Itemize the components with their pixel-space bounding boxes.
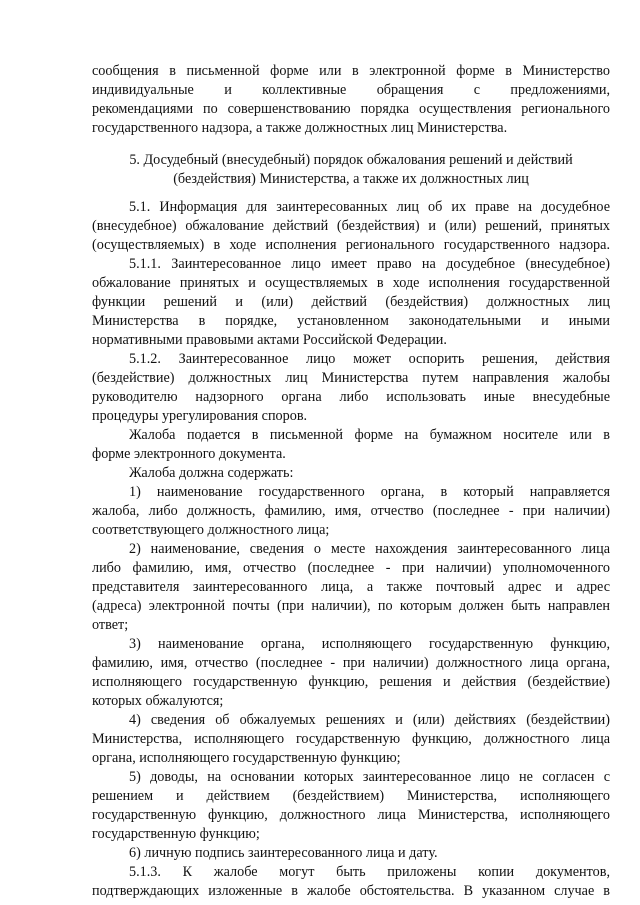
body-line: соответствующего должностного лица; bbox=[92, 522, 330, 538]
body-line: руководителю надзорного органа либо использовать иные внесудебные bbox=[92, 389, 610, 405]
body-line: государственную функцию; bbox=[92, 826, 260, 842]
body-line: процедуры урегулирования споров. bbox=[92, 408, 308, 424]
body-line: Министерства в порядке, установленном законодательными и иными bbox=[92, 313, 610, 329]
body-line: Министерства, исполняющего государственную функцию, должностного лица bbox=[92, 731, 610, 747]
body-line: 5) доводы, на основании которых заинтересованное лицо не согласен с bbox=[129, 769, 610, 785]
body-line: представителя заинтересованного лица, а также почтовый адрес и адрес bbox=[92, 579, 610, 595]
body-line: функции решений и (или) действий (бездействия) должностных лиц bbox=[92, 294, 610, 310]
body-line: нормативными правовыми актами Российской Федерации. bbox=[92, 332, 447, 348]
body-line: 3) наименование органа, исполняющего государственную функцию, bbox=[129, 636, 610, 652]
body-line: 5.1.3. К жалобе могут быть приложены копии документов, bbox=[129, 864, 610, 880]
body-line: решением и действием (бездействием) Министерства, исполняющего bbox=[92, 788, 610, 804]
body-line: 5.1. Информация для заинтересованных лиц об их праве на досудебное bbox=[129, 199, 610, 215]
body-line: (осуществляемых) в ходе исполнения регионального государственного надзора. bbox=[92, 237, 610, 253]
section-title: 5. Досудебный (внесудебный) порядок обжалования решений и действий bbox=[129, 152, 573, 168]
body-line: 6) личную подпись заинтересованного лица и дату. bbox=[129, 845, 438, 861]
intro-line: индивидуальные и коллективные обращения с предложениями, bbox=[92, 82, 610, 98]
body-line: органа, исполняющего государственную функцию; bbox=[92, 750, 401, 766]
intro-line: государственного надзора, а также должностных лиц Министерства. bbox=[92, 120, 508, 136]
body-line: (бездействие) должностных лиц Министерства путем направления жалобы bbox=[92, 370, 610, 386]
body-line: ответ; bbox=[92, 617, 129, 633]
body-line: (адреса) электронной почты (при наличии), по которым должен быть направлен bbox=[92, 598, 610, 614]
body-line: жалоба, либо должность, фамилию, имя, отчество (последнее - при наличии) bbox=[92, 503, 610, 519]
body-line: форме электронного документа. bbox=[92, 446, 286, 462]
body-line: 2) наименование, сведения о месте нахождения заинтересованного лица bbox=[129, 541, 610, 557]
body-line: фамилию, имя, отчество (последнее - при наличии) должностного лица органа, bbox=[92, 655, 610, 671]
section-title: (бездействия) Министерства, а также их должностных лиц bbox=[173, 171, 529, 187]
body-line: государственную функцию, должностного лица Министерства, исполняющего bbox=[92, 807, 610, 823]
body-line: подтверждающих изложенные в жалобе обстоятельства. В указанном случае в bbox=[92, 883, 610, 899]
body-line: 5.1.2. Заинтересованное лицо может оспорить решения, действия bbox=[129, 351, 610, 367]
intro-line: рекомендациями по совершенствованию порядка осуществления регионального bbox=[92, 101, 610, 117]
body-line: Жалоба должна содержать: bbox=[129, 465, 294, 481]
body-line: обжалование принятых и осуществляемых в ходе исполнения государственной bbox=[92, 275, 610, 291]
body-line: которых обжалуются; bbox=[92, 693, 224, 709]
body-line: исполняющего государственную функцию, решения и действия (бездействие) bbox=[92, 674, 610, 690]
body-line: либо фамилию, имя, отчество (последнее - при наличии) уполномоченного bbox=[92, 560, 610, 576]
intro-line: сообщения в письменной форме или в электронной форме в Министерство bbox=[92, 63, 610, 79]
body-line: Жалоба подается в письменной форме на бумажном носителе или в bbox=[129, 427, 610, 443]
body-line: 4) сведения об обжалуемых решениях и (или) действиях (бездействии) bbox=[129, 712, 610, 728]
body-line: 1) наименование государственного органа, в который направляется bbox=[129, 484, 610, 500]
body-line: (внесудебное) обжалование действий (бездействия) и (или) решений, принятых bbox=[92, 218, 610, 234]
body-line: 5.1.1. Заинтересованное лицо имеет право на досудебное (внесудебное) bbox=[129, 256, 610, 272]
